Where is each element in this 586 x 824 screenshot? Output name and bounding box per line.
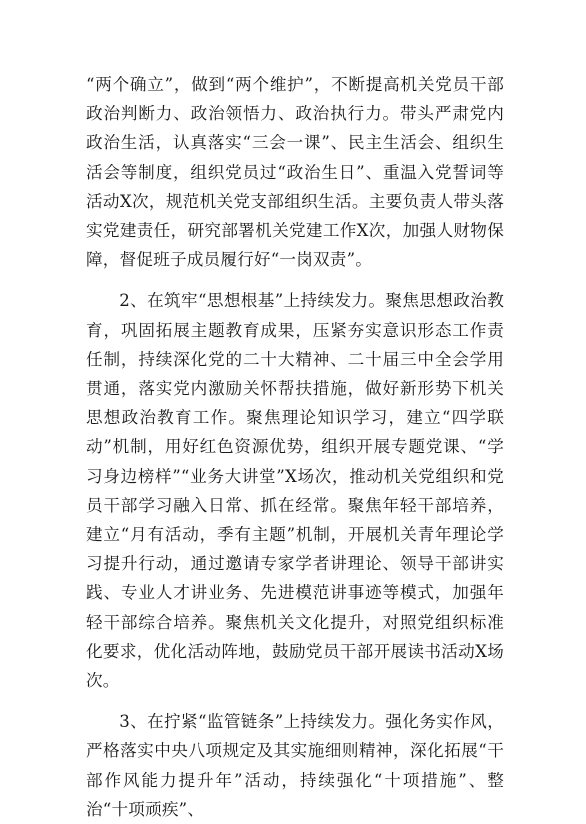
paragraph-section-3: 3、在拧紧“监管链条”上持续发力。强化务实作风，严格落实中央八项规定及其实施细则精神，深化拓展“干部作风能力提升年”活动，持续强化“十项措施”、整治“十项顽疾”、 [86,712,504,819]
document-body [86,70,504,824]
paragraph-spacer [86,274,504,286]
paragraph-continuation: “两个确立”，做到“两个维护”，不断提高机关党员干部政治判断力、政治领悟力、政治执行力。带头严肃党内政治生活，认真落实“三会一课”、民主生活会、组织生活会等制度，组织党员过“政治生日”、重温入党誓词等活动X次，规范机关党支部组织生活。主要负责人带头落实党建责任，研究部署机关党建工作X次，加强人财物保障，督促班子成员履行好“一岗双责”。 [86,75,504,270]
paragraph-spacer [86,695,504,707]
paragraph-section-2: 2、在筑牢“思想根基”上持续发力。聚焦思想政治教育，巩固拓展主题教育成果，压紧夯实意识形态工作责任制，持续深化党的二十大精神、二十届三中全会学用贯通，落实党内激励关怀帮扶措施，做好新形势下机关思想政治教育工作。聚焦理论知识学习，建立“四学联动”机制，用好红色资源优势，组织开展专题党课、“学习身边榜样”“业务大讲堂”X场次，推动机关党组织和党员干部学习融入日常、抓在经常。聚焦年轻干部培养，建立“月有活动，季有主题”机制，开展机关青年理论学习提升行动，通过邀请专家学者讲理论、领导干部讲实践、专业人才讲业务、先进模范讲事迹等模式，加强年轻干部综合培养。聚焦机关文化提升，对照党组织标准化要求，优化活动阵地，鼓励党员干部开展读书活动X场次。 [86,291,504,691]
